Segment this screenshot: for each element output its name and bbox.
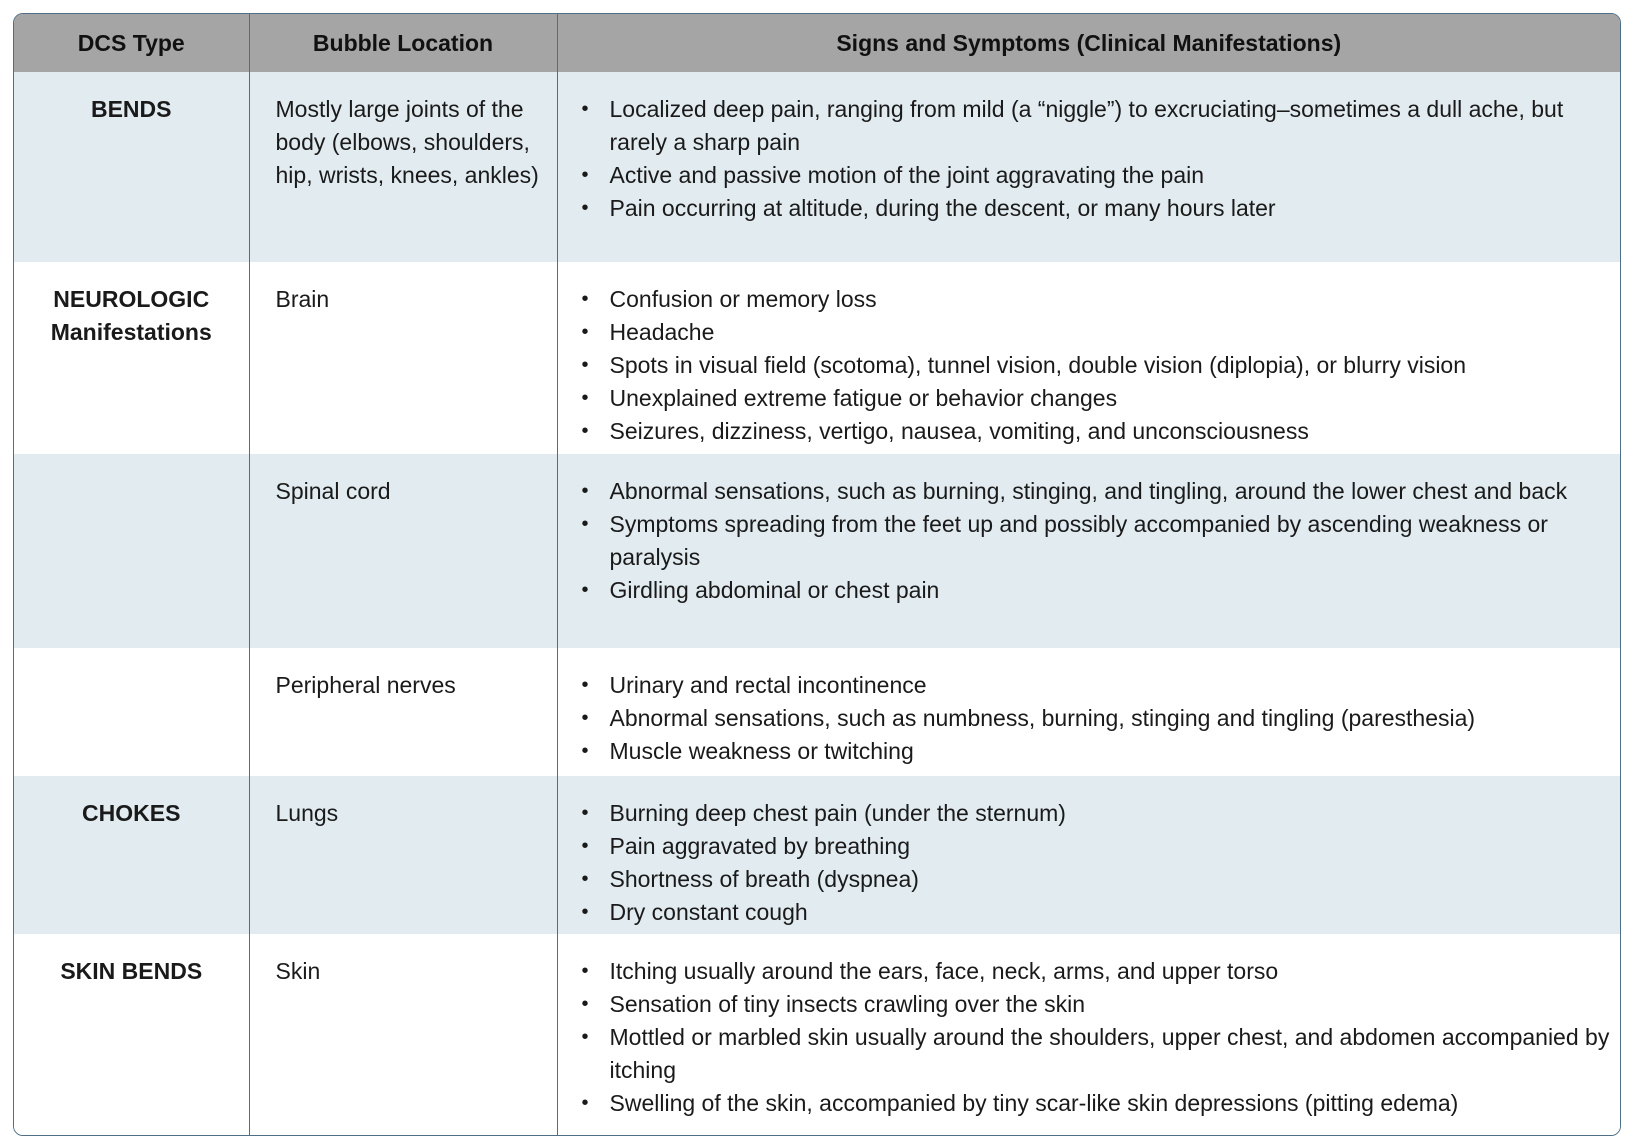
symptom-text: Pain aggravated by breathing	[609, 833, 910, 859]
header-bubble-location: Bubble Location	[249, 14, 557, 72]
symptom-text: Muscle weakness or twitching	[609, 738, 914, 764]
symptom-text: Swelling of the skin, accompanied by tiny scar-like skin depressions (pitting edema)	[609, 1090, 1459, 1116]
dcs-type-label: CHOKES	[82, 800, 181, 826]
symptom-text: Pain occurring at altitude, during the descent, or many hours later	[609, 195, 1276, 221]
bubble-location-cell: Brain	[249, 262, 557, 454]
dcs-table	[14, 14, 1620, 1135]
dcs-type-label: SKIN BENDS	[60, 958, 203, 984]
header-signs-symptoms: Signs and Symptoms (Clinical Manifestations)	[557, 14, 1620, 72]
symptom-text: Itching usually around the ears, face, neck, arms, and upper torso	[609, 958, 1279, 984]
symptoms-cell	[557, 776, 1620, 934]
symptom-text: Dry constant cough	[609, 899, 808, 925]
dcs-type-cell	[14, 934, 249, 1135]
symptom-text: Abnormal sensations, such as burning, stinging, and tingling, around the lower chest and back	[609, 478, 1568, 504]
symptom-list	[580, 93, 1611, 225]
dcs-type-label: BENDS	[90, 96, 172, 122]
bullet-icon: •	[581, 901, 589, 923]
symptom-item	[580, 508, 1611, 574]
bullet-icon: •	[581, 740, 589, 762]
bullet-icon: •	[581, 579, 589, 601]
symptom-item	[580, 1021, 1611, 1087]
dcs-type-cell	[14, 262, 249, 454]
bullet-icon: •	[581, 1092, 589, 1114]
bubble-location-cell: Spinal cord	[249, 454, 557, 648]
symptom-item	[580, 955, 1611, 988]
symptom-item	[580, 475, 1611, 508]
header-dcs-type: DCS Type	[14, 14, 249, 72]
dcs-type-cell	[14, 72, 249, 262]
dcs-type-label: NEUROLOGIC	[53, 286, 210, 312]
dcs-type-cell	[14, 454, 249, 648]
symptom-text: Spots in visual field (scotoma), tunnel vision, double vision (diplopia), or blurry vision	[609, 352, 1467, 378]
bullet-icon: •	[581, 321, 589, 343]
symptom-text: Mottled or marbled skin usually around the shoulders, upper chest, and abdomen accompanied by itching	[609, 1024, 1610, 1083]
symptom-list	[580, 669, 1611, 768]
symptom-text: Unexplained extreme fatigue or behavior changes	[609, 385, 1118, 411]
symptom-text: Urinary and rectal incontinence	[609, 672, 927, 698]
bullet-icon: •	[581, 480, 589, 502]
header-row	[14, 14, 1620, 72]
symptom-text: Confusion or memory loss	[609, 286, 877, 312]
bubble-location-cell: Skin	[249, 934, 557, 1135]
symptom-item	[580, 316, 1611, 349]
symptom-list	[580, 797, 1611, 929]
table-body	[14, 72, 1620, 1135]
symptom-list	[580, 955, 1611, 1120]
dcs-table-frame	[13, 13, 1621, 1136]
symptom-text: Headache	[609, 319, 715, 345]
bubble-location-cell: Mostly large joints of the body (elbows, shoulders, hip, wrists, knees, ankles)	[249, 72, 557, 262]
symptom-item	[580, 735, 1611, 768]
bullet-icon: •	[581, 354, 589, 376]
bubble-location-cell: Peripheral nerves	[249, 648, 557, 776]
bubble-location-cell: Lungs	[249, 776, 557, 934]
symptom-item	[580, 93, 1611, 159]
table-row	[14, 648, 1620, 776]
symptom-text: Symptoms spreading from the feet up and possibly accompanied by ascending weakness or paralysis	[609, 511, 1548, 570]
bullet-icon: •	[581, 387, 589, 409]
symptom-item	[580, 896, 1611, 929]
symptom-text: Active and passive motion of the joint aggravating the pain	[609, 162, 1205, 188]
symptom-item	[580, 415, 1611, 448]
table-row	[14, 776, 1620, 934]
dcs-type-cell	[14, 648, 249, 776]
dcs-type-label: Manifestations	[50, 319, 212, 345]
bullet-icon: •	[581, 868, 589, 890]
symptom-item	[580, 669, 1611, 702]
symptom-text: Shortness of breath (dyspnea)	[609, 866, 919, 892]
symptom-text: Localized deep pain, ranging from mild (a “niggle”) to excruciating–sometimes a dull ache, but rarely a sharp pain	[609, 96, 1564, 155]
symptom-text: Girdling abdominal or chest pain	[609, 577, 940, 603]
table-header	[14, 14, 1620, 72]
table-row	[14, 262, 1620, 454]
symptom-list	[580, 475, 1611, 607]
symptom-item	[580, 283, 1611, 316]
symptoms-cell	[557, 454, 1620, 648]
symptoms-cell	[557, 262, 1620, 454]
bullet-icon: •	[581, 513, 589, 535]
symptoms-cell	[557, 934, 1620, 1135]
bullet-icon: •	[581, 993, 589, 1015]
bullet-icon: •	[581, 960, 589, 982]
symptom-item	[580, 192, 1611, 225]
symptom-text: Seizures, dizziness, vertigo, nausea, vomiting, and unconsciousness	[609, 418, 1309, 444]
bullet-icon: •	[581, 98, 589, 120]
bullet-icon: •	[581, 420, 589, 442]
table-row	[14, 454, 1620, 648]
symptom-item	[580, 988, 1611, 1021]
bullet-icon: •	[581, 164, 589, 186]
symptom-item	[580, 1087, 1611, 1120]
bullet-icon: •	[581, 288, 589, 310]
bullet-icon: •	[581, 802, 589, 824]
symptom-item	[580, 797, 1611, 830]
symptom-item	[580, 159, 1611, 192]
symptom-item	[580, 349, 1611, 382]
symptom-text: Burning deep chest pain (under the sternum)	[609, 800, 1066, 826]
dcs-type-cell	[14, 776, 249, 934]
symptom-item	[580, 702, 1611, 735]
symptom-text: Sensation of tiny insects crawling over the skin	[609, 991, 1086, 1017]
symptom-item	[580, 574, 1611, 607]
symptom-list	[580, 283, 1611, 448]
bullet-icon: •	[581, 835, 589, 857]
bullet-icon: •	[581, 197, 589, 219]
bullet-icon: •	[581, 674, 589, 696]
bullet-icon: •	[581, 707, 589, 729]
symptom-item	[580, 382, 1611, 415]
symptoms-cell	[557, 648, 1620, 776]
symptom-text: Abnormal sensations, such as numbness, burning, stinging and tingling (paresthesia)	[609, 705, 1476, 731]
table-row	[14, 934, 1620, 1135]
symptom-item	[580, 863, 1611, 896]
symptoms-cell	[557, 72, 1620, 262]
table-row	[14, 72, 1620, 262]
bullet-icon: •	[581, 1026, 589, 1048]
symptom-item	[580, 830, 1611, 863]
